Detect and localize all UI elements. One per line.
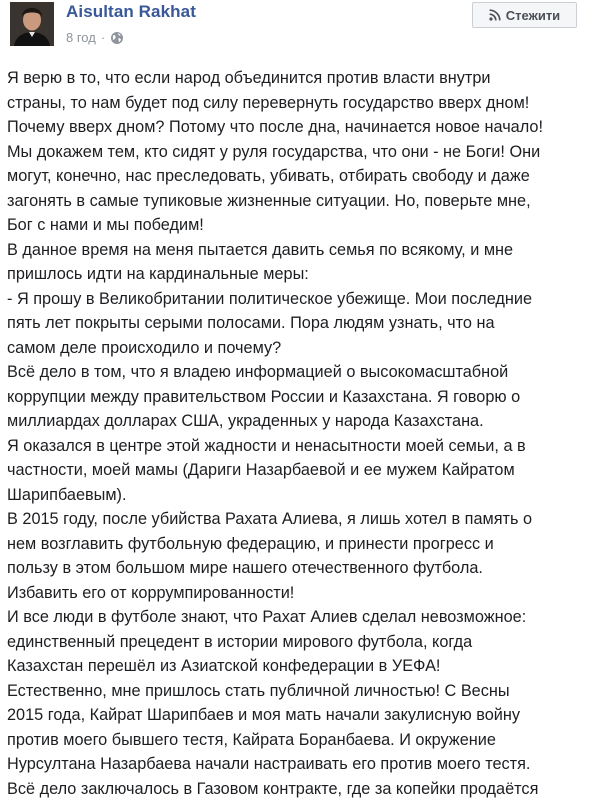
author-avatar[interactable] [10, 2, 54, 46]
globe-icon[interactable] [110, 31, 124, 45]
post-paragraph: - Я прошу в Великобритании политическое убежище. Мои последние пять лет покрыты серыми полосами. Пора людям узнать, что на самом деле происходило и почему? [7, 287, 601, 361]
post-paragraph: В данное время на меня пытается давить семья по всякому, и мне пришлось идти на кардинальные меры: [7, 238, 601, 287]
post-text [7, 66, 601, 801]
post-paragraph: Всё дело заключалось в Газовом контракте, где за копейки продаётся [7, 777, 601, 801]
meta-separator: · [101, 30, 105, 45]
avatar-photo-icon [10, 2, 54, 46]
post-paragraph: И все люди в футболе знают, что Рахат Алиев сделал невозможное: единственный прецедент в истории мирового футбола, когда Казахстан перешёл из Азиатской конфедерации в УЕФА! [7, 605, 601, 679]
post-header [0, 0, 605, 60]
follow-button-label: Стежити [506, 8, 560, 23]
post-paragraph: Всё дело в том, что я владею информацией о высокомасштабной коррупции между правительством России и Казахстана. Я говорю о миллиардах долларах США, украденных у народа Казахстана. [7, 360, 601, 434]
post-paragraph: Естественно, мне пришлось стать публичной личностью! С Весны 2015 года, Кайрат Шарипбаев и моя мать начали закулисную войну против моего бывшего тестя, Кайрата Боранбаева. И окружение Нурсултана Назарбаева начали настраивать его против моего тестя. [7, 679, 601, 777]
post-meta [66, 30, 124, 45]
follow-button[interactable] [472, 2, 577, 28]
rss-icon [489, 9, 501, 21]
post-timestamp[interactable]: 8 год [66, 30, 96, 45]
post-paragraph: В 2015 году, после убийства Рахата Алиева, я лишь хотел в память о нем возглавить футбольную федерацию, и принести прогресс и пользу в этом большом мире нашего отечественного футбола. Избавить его от коррумпированности! [7, 507, 601, 605]
post-paragraph: Я верю в то, что если народ объединится против власти внутри страны, то нам будет под силу перевернуть государство вверх дном! Почему вверх дном? Потому что после дна, начинается новое начало! Мы докажем тем, кто сидят у руля государства, что они - не Боги! Они могут, конечно, нас преследовать, убивать, отбирать свободу и даже загонять в самые тупиковые жизненные ситуации. Но, поверьте мне, Бог с нами и мы победим! [7, 66, 601, 238]
author-name-link[interactable]: Aisultan Rakhat [66, 2, 196, 22]
post-paragraph: Я оказался в центре этой жадности и ненасытности моей семьи, а в частности, моей мамы (Дариги Назарбаевой и ее мужем Кайратом Шарипбаевым). [7, 434, 601, 508]
